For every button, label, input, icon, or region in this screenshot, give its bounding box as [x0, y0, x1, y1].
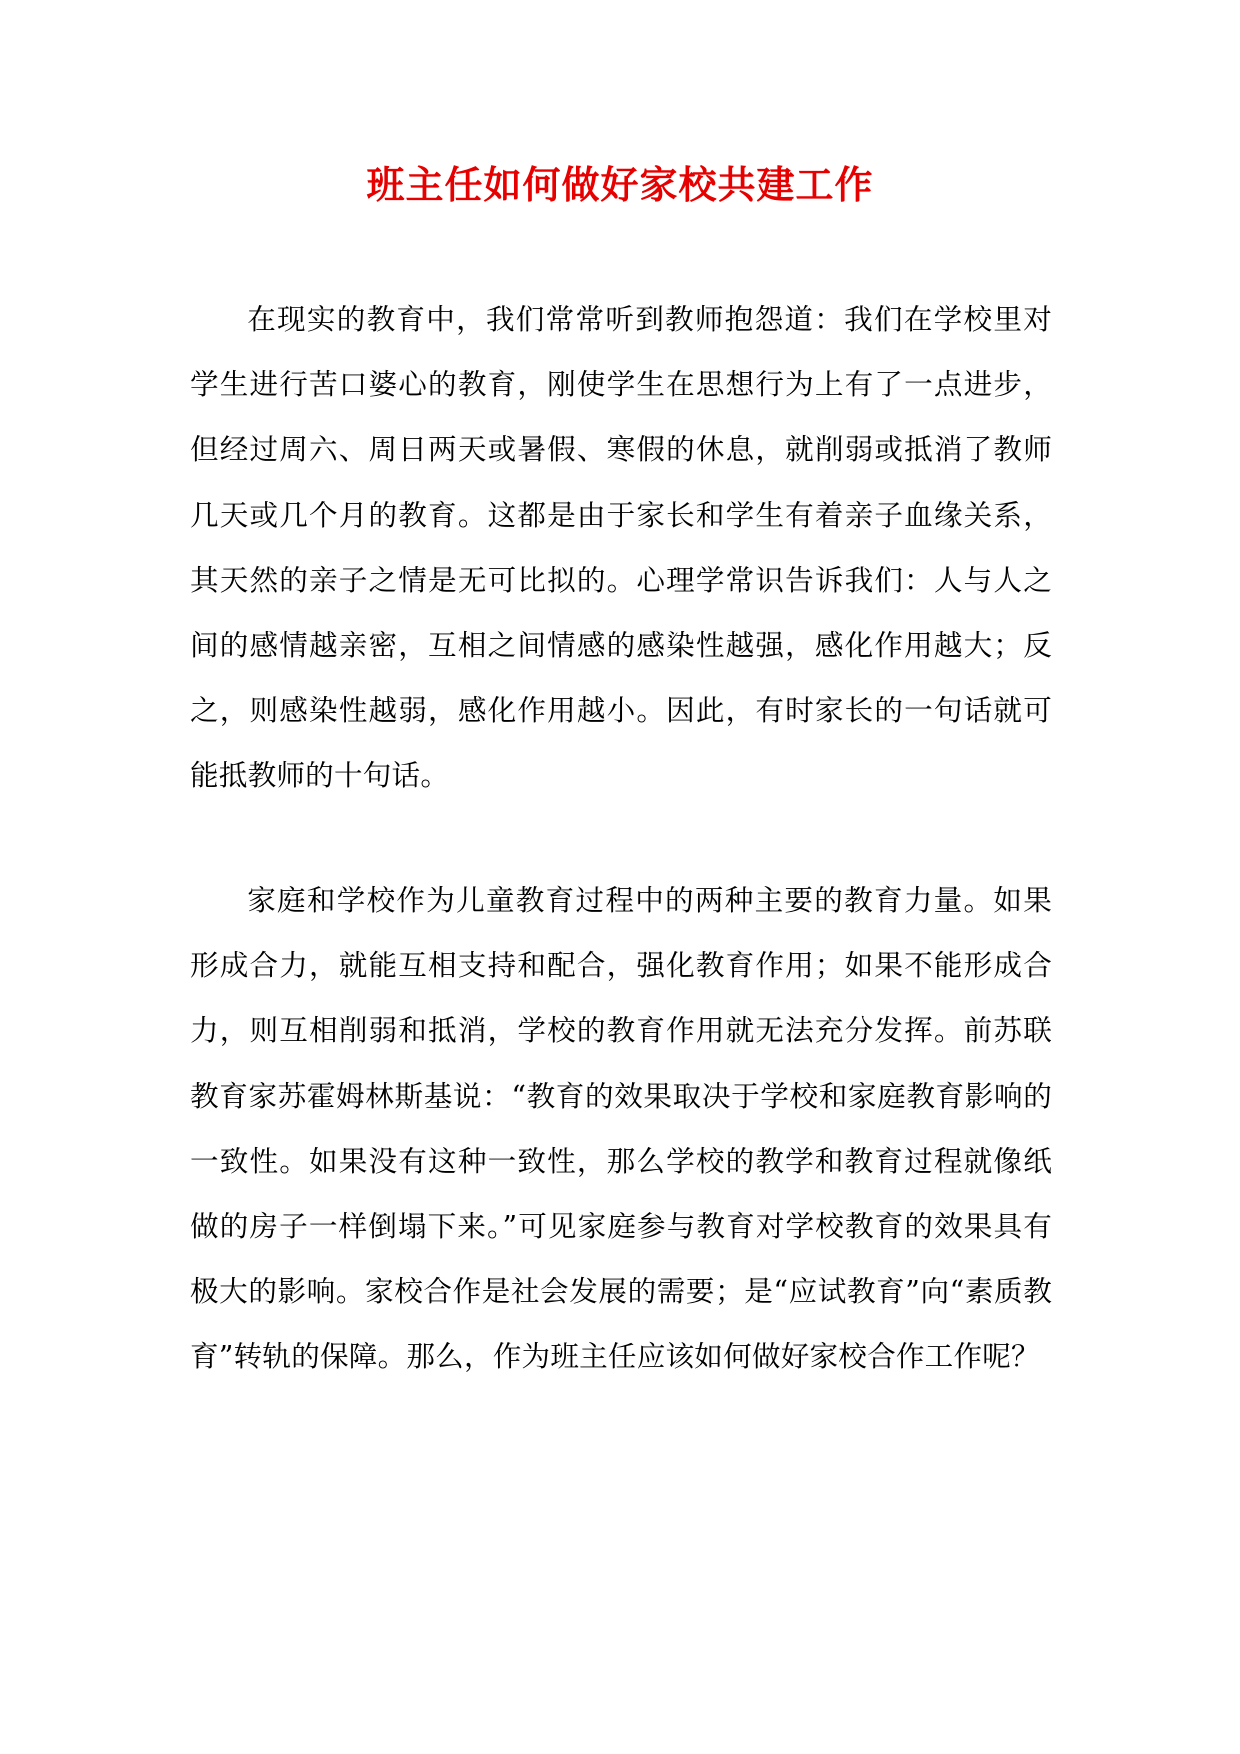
body-paragraph-2: 家庭和学校作为儿童教育过程中的两种主要的教育力量。如果形成合力，就能互相支持和配合，强化教育作用；如果不能形成合力，则互相削弱和抵消，学校的教育作用就无法充分发挥。前苏联教育家苏霍姆林斯基说：“教育的效果取决于学校和家庭教育影响的一致性。如果没有这种一致性，那么学校的教学和教育过程就像纸做的房子一样倒塌下来。”可见家庭参与教育对学校教育的效果具有极大的影响。家校合作是社会发展的需要；是“应试教育”向“素质教育”转轨的保障。那么，作为班主任应该如何做好家校合作工作呢？: [190, 883, 1052, 1374]
document-title: 班主任如何做好家校共建工作: [366, 162, 874, 207]
body-paragraph-1: 在现实的教育中，我们常常听到教师抱怨道：我们在学校里对学生进行苦口婆心的教育，刚使学生在思想行为上有了一点进步，但经过周六、周日两天或暑假、寒假的休息，就削弱或抵消了教师几天或几个月的教育。这都是由于家长和学生有着亲子血缘关系，其天然的亲子之情是无可比拟的。心理学常识告诉我们：人与人之间的感情越亲密，互相之间情感的感染性越强，感化作用越大；反之，则感染性越弱，感化作用越小。因此，有时家长的一句话就可能抵教师的十句话。: [190, 302, 1052, 793]
